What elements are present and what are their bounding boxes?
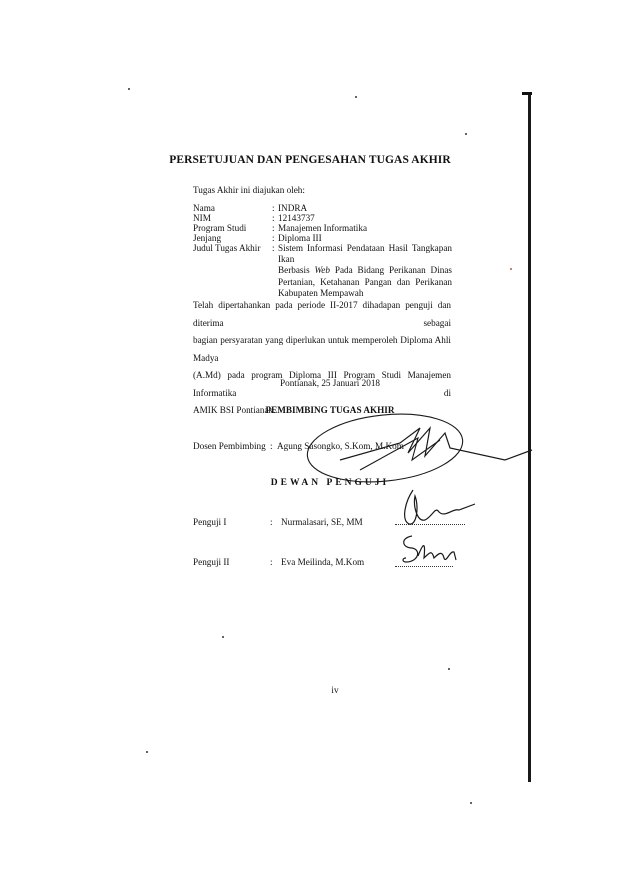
judul-text: Pertanian, Ketahanan Pangan dan Perikanan (278, 276, 452, 287)
penguji-2-name: Eva Meilinda, M.Kom (281, 557, 365, 567)
field-colon: : (272, 203, 275, 213)
judul-line-2 (278, 265, 452, 276)
judul-line-1 (278, 243, 452, 265)
field-label-nim: NIM (193, 213, 211, 223)
signature-stroke (403, 536, 456, 562)
paragraph-line: AMIK BSI Pontianak. (193, 405, 276, 415)
scan-speck (222, 636, 224, 638)
page-number: iv (331, 685, 339, 695)
field-value-program-studi: Manajemen Informatika (278, 223, 368, 233)
signature-loop (304, 407, 466, 489)
judul-text: Berbasis (278, 265, 315, 276)
penguji-1-label: Penguji I (193, 517, 227, 527)
judul-text: Sistem Informasi Pendataan Hasil Tangkapan Ikan (278, 243, 452, 265)
paragraph-line: Telah dipertahankan pada periode II-2017 dihadapan penguji dan diterima sebagai (193, 300, 451, 328)
pembimbing-heading: PEMBIMBING TUGAS AKHIR (265, 405, 395, 415)
scan-speck (355, 96, 357, 98)
judul-text: Kabupaten Mempawah (278, 287, 364, 298)
scan-speck (465, 133, 467, 135)
field-colon: : (270, 557, 273, 567)
signature-penguji-2 (396, 528, 466, 574)
field-colon: : (270, 517, 273, 527)
place-date: Pontianak, 25 Januari 2018 (279, 378, 381, 388)
field-value-judul (278, 243, 452, 299)
signature-penguji-1 (395, 484, 485, 532)
field-label-judul: Judul Tugas Akhir (193, 243, 261, 253)
signature-stroke (340, 428, 532, 460)
signature-pembimbing (300, 398, 540, 494)
paragraph-line: bagian persyaratan yang diperlukan untuk memperoleh Diploma Ahli Madya (193, 335, 451, 363)
judul-text: Pada Bidang Perikanan Dinas (329, 265, 452, 276)
field-value-nim: 12143737 (278, 213, 315, 223)
field-value-nama: INDRA (278, 203, 308, 213)
penguji-2-label: Penguji II (193, 557, 230, 567)
judul-line-3 (278, 277, 452, 288)
judul-italic-web: Web (314, 265, 330, 276)
scan-edge-mark (522, 92, 532, 95)
scan-speck (128, 88, 130, 90)
field-colon: : (272, 233, 275, 243)
field-label-nama: Nama (193, 203, 215, 213)
field-value-jenjang: Diploma III (278, 233, 322, 243)
penguji-1-name: Nurmalasari, SE, MM (281, 517, 363, 527)
field-colon: : (270, 441, 273, 451)
scan-speck (448, 668, 450, 670)
penguji-heading: DEWAN PENGUJI (270, 478, 390, 488)
intro-text: Tugas Akhir ini diajukan oleh: (193, 185, 305, 195)
field-label-program-studi: Program Studi (193, 223, 247, 233)
signature-stroke (405, 490, 475, 524)
page-title: PERSETUJUAN DAN PENGESAHAN TUGAS AKHIR (169, 154, 451, 166)
field-colon: : (272, 213, 275, 223)
field-label-jenjang: Jenjang (193, 233, 222, 243)
field-colon: : (272, 243, 275, 253)
dosen-label: Dosen Pembimbing (193, 441, 266, 451)
scan-speck (470, 802, 472, 804)
scan-speck (146, 751, 148, 753)
scan-speck (510, 268, 512, 270)
dosen-value: Agung Sasongko, S.Kom, M.Kom (277, 441, 404, 451)
paragraph-line: (A.Md) pada program Diploma III Program Studi Manajemen Informatika di (193, 370, 451, 398)
field-colon: : (272, 223, 275, 233)
